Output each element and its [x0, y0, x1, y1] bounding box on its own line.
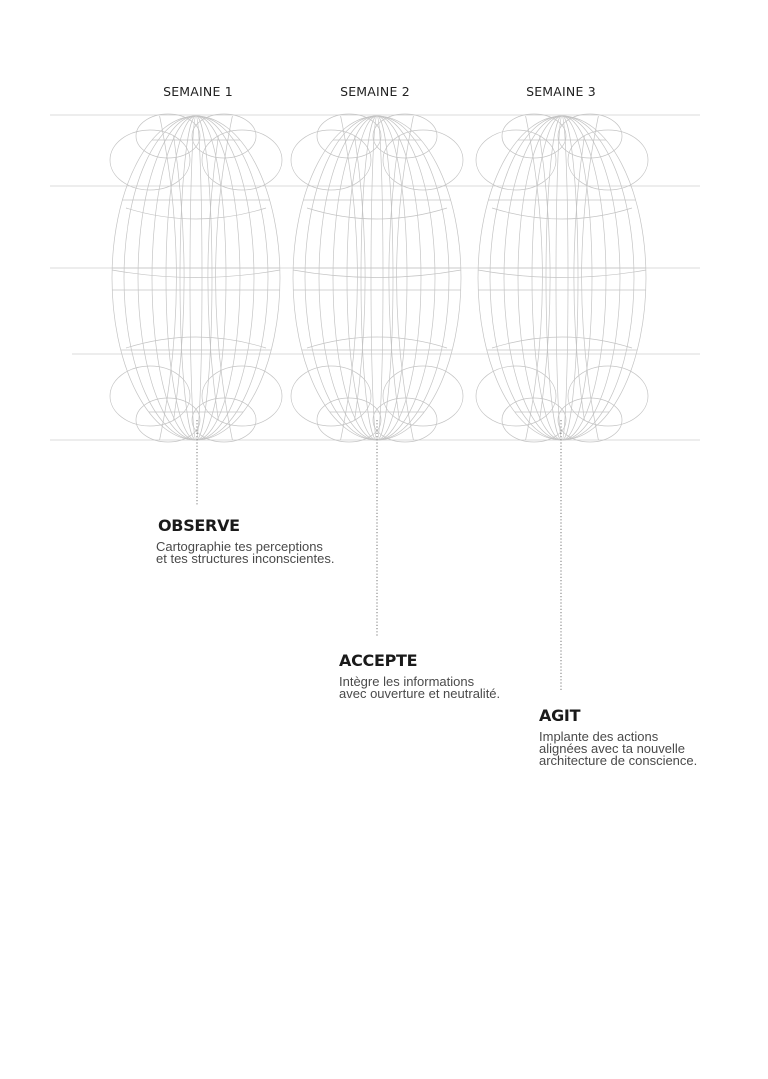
waist-curve — [341, 116, 358, 440]
meridian-ellipse — [347, 116, 407, 440]
upper-lobe — [202, 130, 282, 190]
step-description-accepte: Intègre les informations avec ouverture et neutralité. — [339, 674, 501, 701]
step-title-observe: OBSERVE — [158, 516, 240, 535]
wireframe-torus — [476, 114, 648, 442]
lower-lobe — [291, 366, 371, 426]
wireframe-torus — [291, 114, 463, 442]
latitude-curve — [307, 208, 447, 219]
meridian-ellipse — [124, 116, 268, 440]
meridian-ellipse — [504, 116, 620, 440]
lower-lobe — [568, 366, 648, 426]
waist-curve — [216, 116, 233, 440]
meridian-ellipse — [490, 116, 634, 440]
meridian-ellipse — [319, 116, 435, 440]
upper-lobe — [110, 130, 190, 190]
latitude-curve — [492, 208, 632, 219]
latitude-curve — [126, 208, 266, 219]
step-title-agit: AGIT — [539, 706, 581, 725]
meridian-ellipse — [518, 116, 606, 440]
waist-curve — [174, 136, 185, 420]
latitude-curve — [492, 337, 632, 348]
meridian-ellipse — [478, 116, 646, 440]
lower-lobe — [383, 366, 463, 426]
lower-lobe — [476, 366, 556, 426]
step-description-observe: Cartographie tes perceptions et tes structures inconscientes. — [156, 539, 335, 566]
upper-lobe — [383, 130, 463, 190]
meridian-ellipse — [190, 116, 202, 440]
upper-lobe — [476, 130, 556, 190]
waist-curve — [160, 116, 177, 440]
waist-curve — [397, 116, 414, 440]
waist-curve — [389, 136, 400, 420]
wireframe-shapes — [110, 114, 648, 442]
waist-curve — [355, 136, 366, 420]
week-label-1: SEMAINE 1 — [163, 84, 233, 99]
week-label-3: SEMAINE 3 — [526, 84, 596, 99]
meridian-ellipse — [361, 116, 393, 440]
step-title-accepte: ACCEPTE — [339, 651, 418, 670]
meridian-ellipse — [112, 116, 280, 440]
latitude-curve — [293, 270, 461, 278]
latitude-curve — [478, 270, 646, 278]
wireframe-torus — [110, 114, 282, 442]
lower-lobe — [110, 366, 190, 426]
meridian-ellipse — [546, 116, 578, 440]
meridian-ellipse — [532, 116, 592, 440]
meridian-ellipse — [293, 116, 461, 440]
week-label-2: SEMAINE 2 — [340, 84, 410, 99]
meridian-ellipse — [180, 116, 212, 440]
waist-curve — [208, 136, 219, 420]
waist-curve — [526, 116, 543, 440]
step-description-agit: Implante des actions alignées avec ta nouvelle architecture de conscience. — [539, 729, 698, 768]
meridian-ellipse — [333, 116, 421, 440]
lower-lobe — [202, 366, 282, 426]
meridian-ellipse — [305, 116, 449, 440]
meridian-ellipse — [166, 116, 226, 440]
waist-curve — [540, 136, 551, 420]
meridian-ellipse — [371, 116, 383, 440]
latitude-curve — [126, 337, 266, 348]
upper-lobe — [291, 130, 371, 190]
meridian-ellipse — [556, 116, 568, 440]
meridian-ellipse — [138, 116, 254, 440]
meridian-ellipse — [152, 116, 240, 440]
waist-curve — [582, 116, 599, 440]
waist-curve — [574, 136, 585, 420]
latitude-curve — [307, 337, 447, 348]
upper-lobe — [568, 130, 648, 190]
latitude-curve — [112, 270, 280, 278]
